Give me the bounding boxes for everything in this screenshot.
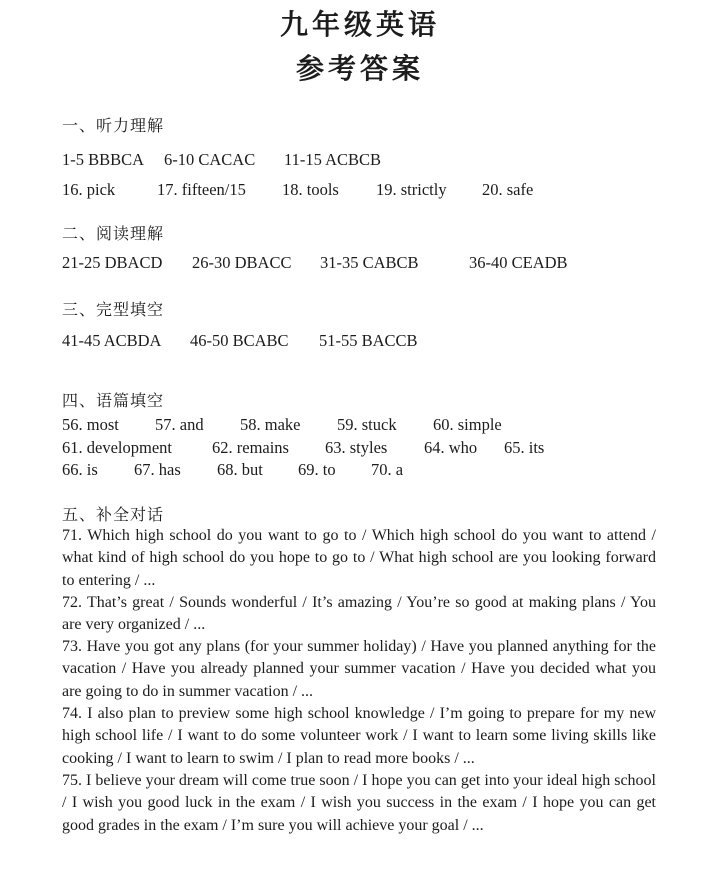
section-heading-dialogue: 五、补全对话	[62, 505, 165, 524]
answer-item: 68. but	[217, 460, 263, 479]
section-heading-listening: 一、听力理解	[62, 116, 165, 135]
answer-item: 17. fifteen/15	[157, 180, 246, 199]
answer-item: 66. is	[62, 460, 98, 479]
answer-item: 20. safe	[482, 180, 534, 199]
answer-item: 16. pick	[62, 180, 116, 199]
answer-item: 67. has	[134, 460, 181, 479]
answer-item: 19. strictly	[376, 180, 447, 199]
answer-item: 69. to	[298, 460, 336, 479]
answer-item: 58. make	[240, 415, 301, 434]
answer-item: 65. its	[504, 438, 545, 457]
answer-item: 62. remains	[212, 438, 289, 457]
answer-item: 59. stuck	[337, 415, 397, 434]
answer-group: 36-40 CEADB	[469, 253, 568, 272]
answer-item: 18. tools	[282, 180, 339, 199]
dialogue-answer-71: 71. Which high school do you want to go to / Which high school do you want to attend / what kind of high school do you hope to go to / What high school are you looking forward to entering / ...	[62, 527, 656, 589]
document-title: 九年级英语	[279, 8, 440, 41]
document-subtitle: 参考答案	[295, 52, 424, 85]
section-heading-reading: 二、阅读理解	[62, 224, 165, 243]
section-heading-cloze: 三、完型填空	[62, 300, 165, 319]
answer-group: 21-25 DBACD	[62, 253, 163, 272]
dialogue-answer-74: 74. I also plan to preview some high school knowledge / I’m going to prepare for my new high school life / I want to do some volunteer work / I want to learn some living skills like cooking / I want to learn to swim / I plan to read more books / ...	[62, 705, 656, 767]
answer-item: 63. styles	[325, 438, 388, 457]
answer-group: 1-5 BBBCA	[62, 150, 145, 169]
answer-item: 64. who	[424, 438, 478, 457]
answer-item: 70. a	[371, 460, 404, 479]
section-heading-passage-fill: 四、语篇填空	[62, 391, 165, 410]
answer-group: 41-45 ACBDA	[62, 331, 162, 350]
answer-group: 6-10 CACAC	[164, 150, 256, 169]
dialogue-answer-75: 75. I believe your dream will come true soon / I hope you can get into your ideal high school / I wish you good luck in the exam / I wish you success in the exam / I hope you can get good grades in the exam / I’m sure you will achieve your goal / ...	[62, 772, 656, 834]
answer-item: 61. development	[62, 438, 172, 457]
answer-group: 26-30 DBACC	[192, 253, 292, 272]
answer-item: 60. simple	[433, 415, 502, 434]
answer-group: 11-15 ACBCB	[284, 150, 382, 169]
answer-group: 46-50 BCABC	[190, 331, 289, 350]
answer-group: 51-55 BACCB	[319, 331, 418, 350]
answer-group: 31-35 CABCB	[320, 253, 419, 272]
answer-item: 57. and	[155, 415, 204, 434]
dialogue-answer-72: 72. That’s great / Sounds wonderful / It’s amazing / You’re so good at making plans / You are very organized / ...	[62, 594, 656, 634]
dialogue-answer-73: 73. Have you got any plans (for your summer holiday) / Have you planned anything for the vacation / Have you already planned your summer vacation / Have you decided what you are going to do in summer vacation / ...	[62, 638, 656, 700]
answer-item: 56. most	[62, 415, 119, 434]
